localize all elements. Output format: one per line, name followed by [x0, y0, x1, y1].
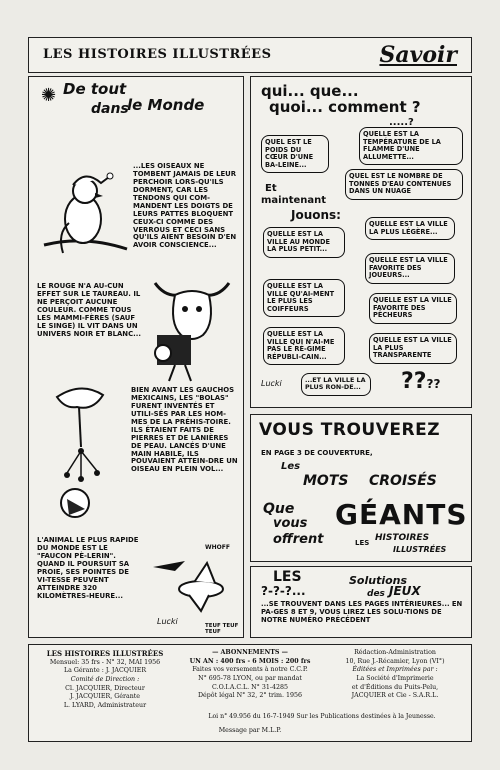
footer-col3-line0: Rédaction-Administration [354, 649, 436, 656]
quiz-intro-2: maintenant [261, 195, 327, 206]
header-bar [28, 37, 472, 73]
footer-col1-line2: La Gérante : J. JACQUIER [63, 667, 147, 675]
quiz-q2: QUELLE EST LA TEMPÉRATURE DE LA FLAMME D'UNE ALLUMETTE... [359, 127, 463, 165]
footer-col3-line5: JACQUIER et Cie - S.A.R.L. [351, 692, 439, 700]
bird-on-branch-illustration [39, 163, 129, 263]
teuf-sfx: TEUF TEUF TEUF [205, 623, 239, 636]
question-marks-decoration: ???? [401, 369, 441, 394]
quiz-q8: QUELLE EST LA VILLE FAVORITE DES PÊCHEURS [369, 293, 457, 324]
text-birds: ...LES OISEAUX NE TOMBENT JAMAIS DE LEUR PERCHOIR LORS-QU'ILS DORMENT, CAR LES TENDONS QUI COM-MANDENT LES DOIGTS DE LEURS PATTES BLOQUENT CEUX-CI COMME DES VERROUS ET CECI SANS QU'ILS AIENT BESOIN D'EN AVOIR CONSCIENCE... [133, 162, 237, 250]
quiz-q7: QUELLE EST LA VILLE QU'AI-MENT LE PLUS LES COIFFEURS [263, 279, 345, 317]
solutions-text: ...SE TROUVENT DANS LES PAGES INTÉRIEURES... EN PA-GES 8 ET 9, VOUS LIREZ LES SOLU-TIONS DE NOTRE NUMÉRO PRÉCÉDENT [261, 600, 463, 624]
footer-col2-line4: C.O.I.A.C.L. N° 31-4285 [211, 683, 289, 691]
whoosh-sfx: WHOFF [205, 544, 230, 551]
quiz-signature: Lucki [261, 379, 282, 388]
quiz-q6: QUELLE EST LA VILLE FAVORITE DES JOUEURS... [365, 253, 455, 284]
footer-col3-line2: Éditées et Imprimées par : [352, 666, 438, 674]
promo-croises: CROISÉS [369, 473, 437, 489]
footer-col3-line1: 10, Rue J.-Récamier, Lyon (VI°) [345, 657, 445, 665]
promo-que: Que [263, 501, 295, 517]
header-left-title: LES HISTOIRES ILLUSTRÉES [43, 47, 272, 62]
solutions-des: des [367, 589, 385, 599]
text-falcon: L'ANIMAL LE PLUS RAPIDE DU MONDE EST LE "FAUCON PÈ-LERIN". QUAND IL POURSUIT SA PROIE, SES POINTES DE VI-TESSE PEUVENT ATTEINDRE 320 KILOMÈTRES-HEURE... [37, 536, 139, 600]
promo-histoires: HISTOIRES [375, 533, 430, 543]
quiz-title-dots: .....? [389, 117, 414, 128]
quiz-q11: ...ET LA VILLE LA PLUS RON-DE... [301, 373, 371, 396]
solutions-les: LES [273, 569, 302, 585]
quiz-title-1: qui... que... [261, 82, 359, 100]
promo-geants: GÉANTS [335, 498, 468, 531]
quiz-q10: QUELLE EST LA VILLE LA PLUS TRANSPARENTE [369, 333, 457, 364]
quiz-q5: QUELLE EST LA VILLE LA PLUS LÉGÈRE... [365, 217, 455, 240]
promo-illustrees: ILLUSTRÉES [393, 545, 447, 554]
footer-col1-line4: Cl. JACQUIER, Directeur [65, 684, 145, 692]
promo-panel [250, 414, 472, 562]
footer-col1-line3: Comité de Direction : [70, 676, 140, 684]
footer-col3 [325, 649, 465, 701]
quiz-q4: QUELLE EST LA VILLE AU MONDE LA PLUS PETIT... [263, 227, 345, 258]
promo-title: VOUS TROUVEREZ [259, 420, 441, 440]
footer-col2-line3: N° 695-78 LYON, ou par mandat [198, 675, 302, 683]
left-panel [28, 76, 244, 638]
footer-col2-line2: Faites vos versements à notre C.C.P. [192, 666, 308, 674]
quiz-intro-3: Jouons: [291, 208, 341, 222]
footer [28, 644, 472, 742]
footer-col2-line5: Dépôt légal N° 32, 2° trim. 1956 [197, 692, 303, 700]
footer-col1-line0: LES HISTOIRES ILLUSTRÉES [46, 649, 164, 658]
footer-col2 [179, 649, 321, 701]
promo-les: Les [281, 461, 301, 472]
text-bull: LE ROUGE N'A AU-CUN EFFET SUR LE TAUREAU. IL NE PERÇOIT AUCUNE COULEUR. COMME TOUS LES MAMMI-FÈRES (SAUF LE SINGE) IL VIT DANS UN UNIVERS NOIR ET BLANC... [37, 282, 141, 338]
footer-col2-line0: — ABONNEMENTS — [212, 649, 288, 656]
left-signature: Lucki [157, 617, 178, 626]
footer-col1 [35, 649, 175, 711]
header-right-title: Savoir [379, 42, 457, 68]
footer-message: Message par M.L.P. [218, 727, 282, 734]
footer-col3-line4: et d'Éditions du Puits-Pelu, [351, 683, 439, 691]
caveman-bolas-illustration [37, 377, 129, 527]
left-title-1: De tout [63, 80, 127, 98]
falcon-plane-illustration [145, 544, 239, 619]
bull-camera-illustration [145, 273, 239, 383]
promo-offrent: offrent [273, 532, 324, 547]
text-bolas: BIEN AVANT LES GAUCHOS MEXICAINS, LES "BOLAS" FURENT INVENTÉS ET UTILI-SÉS PAR LES HOM-MES DE LA PRÉHIS-TOIRE. ILS ÉTAIENT FAITS DE PIERRES ET DE LANIÈRES DE PEAU. LANCÉS D'UNE MAIN HABILE, ILS POUVAIENT ATTEIN-DRE UN OISEAU EN PLEIN VOL... [131, 386, 238, 474]
quiz-title-2: quoi... comment ? [269, 98, 421, 116]
solutions-qmarks: ?-?-?... [261, 584, 306, 598]
left-title-3: le Monde [127, 96, 205, 114]
quiz-q9: QUELLE EST LA VILLE QUI N'AI-ME PAS LE RÉ-GIME RÉPUBLI-CAIN... [263, 327, 345, 365]
promo-vous: vous [273, 516, 308, 531]
quiz-panel [250, 76, 472, 408]
quiz-q3: QUEL EST LE NOMBRE DE TONNES D'EAU CONTENUES DANS UN NUAGE [345, 169, 463, 200]
promo-mots: MOTS [303, 473, 349, 489]
solutions-jeux: JEUX [389, 584, 421, 598]
solutions-panel [250, 566, 472, 638]
footer-col1-line5: J. JACQUIER, Gérante [69, 693, 141, 701]
quiz-q1: QUEL EST LE POIDS DU CŒUR D'UNE BA-LEINE... [261, 135, 329, 173]
footer-col2-line1: UN AN : 400 frs - 6 MOIS : 200 frs [189, 657, 311, 665]
footer-col3-line3: La Société d'Imprimerie [356, 675, 434, 683]
footer-law: Loi n° 49.956 du 16-7-1949 Sur les Publications destinées à la Jeunesse. [208, 713, 436, 720]
footer-col1-line6: L. LYARD, Administrateur [63, 702, 147, 710]
left-title-2: dans [91, 101, 129, 117]
quiz-intro-1: Et [265, 183, 277, 194]
promo-les2: LES [355, 539, 370, 547]
sun-icon: ✺ [41, 85, 57, 106]
footer-col1-line1: Mensuel: 35 frs - N° 32, MAI 1956 [49, 658, 161, 666]
solutions-word: Solutions [349, 574, 408, 587]
promo-line1: EN PAGE 3 DE COUVERTURE, [261, 449, 373, 457]
